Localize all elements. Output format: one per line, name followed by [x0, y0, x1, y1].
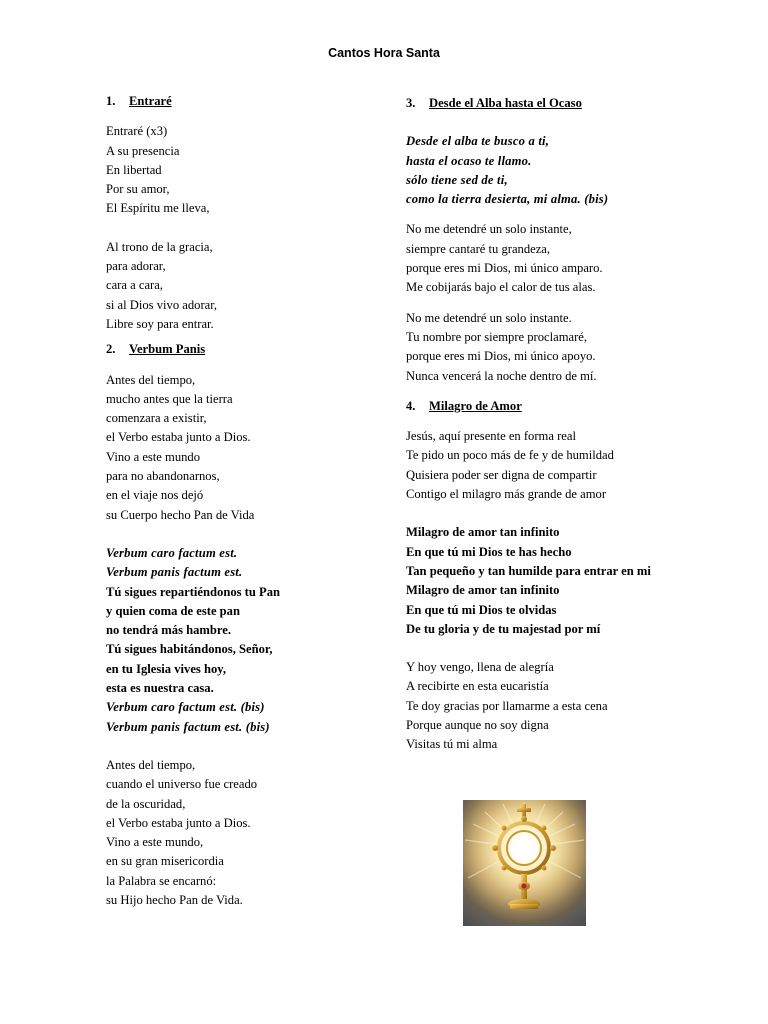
lyric-line: cuando el universo fue creado	[106, 777, 258, 792]
stanza	[406, 427, 668, 504]
lyric-line: Antes del tiempo,	[106, 372, 196, 387]
lyric-line: porque eres mi Dios, mi único apoyo.	[406, 349, 596, 364]
song-heading-entrare	[106, 92, 376, 111]
song-number: 1.	[106, 94, 116, 108]
song-heading-milagro-de-amor	[406, 397, 668, 416]
lyric-line: Libre soy para entrar.	[106, 316, 214, 331]
lyric-line: porque eres mi Dios, mi único amparo.	[406, 261, 603, 276]
lyric-line: en el viaje nos dejó	[106, 488, 204, 503]
right-column	[406, 94, 668, 755]
lyric-line: el Verbo estaba junto a Dios.	[106, 815, 251, 830]
lyric-line: esta es nuestra casa.	[106, 681, 214, 696]
song-number: 3.	[406, 96, 416, 110]
lyric-line: hasta el ocaso te llamo.	[406, 153, 532, 168]
lyric-line: Jesús, aquí presente en forma real	[406, 429, 576, 444]
lyric-line: su Cuerpo hecho Pan de Vida	[106, 507, 255, 522]
lyric-line: Verbum panis factum est. (bis)	[106, 719, 270, 734]
monstrance-icon	[463, 800, 586, 926]
lyric-line: como la tierra desierta, mi alma. (bis)	[406, 192, 609, 207]
lyric-line: Quisiera poder ser digna de compartir	[406, 467, 597, 482]
lyric-line: A recibirte en esta eucaristía	[406, 679, 549, 694]
song-heading-desde-el-alba	[406, 94, 668, 113]
lyric-line: De tu gloria y de tu majestad por mí	[406, 621, 601, 636]
lyric-line: El Espíritu me lleva,	[106, 201, 210, 216]
stanza	[406, 309, 668, 386]
lyric-line: de la oscuridad,	[106, 796, 186, 811]
lyric-line: Verbum caro factum est.	[106, 545, 238, 560]
monstrance-image	[463, 800, 586, 926]
lyric-line: Nunca vencerá la noche dentro de mí.	[406, 368, 597, 383]
stanza	[106, 371, 376, 525]
song-title: Desde el Alba hasta el Ocaso	[429, 96, 582, 110]
lyric-line: Me cobijarás bajo el calor de tus alas.	[406, 280, 596, 295]
stanza-chorus	[406, 132, 668, 209]
left-column	[106, 92, 376, 910]
lyric-line: para adorar,	[106, 259, 166, 274]
page-title: Cantos Hora Santa	[328, 46, 440, 60]
lyric-line: Entraré (x3)	[106, 124, 168, 139]
lyric-line: en tu Iglesia vives hoy,	[106, 661, 227, 676]
lyric-line: Vino a este mundo,	[106, 835, 204, 850]
lyric-line: su Hijo hecho Pan de Vida.	[106, 892, 243, 907]
lyric-line: En que tú mi Dios te has hecho	[406, 544, 572, 559]
lyric-line: sólo tiene sed de ti,	[406, 172, 508, 187]
lyric-line: En libertad	[106, 162, 162, 177]
lyric-line: Vino a este mundo	[106, 449, 201, 464]
lyric-line: cara a cara,	[106, 278, 163, 293]
song-number: 2.	[106, 342, 116, 357]
lyric-line: Porque aunque no soy digna	[406, 718, 549, 733]
lyric-line: No me detendré un solo instante.	[406, 310, 572, 325]
lyric-line: Tu nombre por siempre proclamaré,	[406, 329, 588, 344]
lyric-line: Al trono de la gracia,	[106, 239, 213, 254]
lyric-line: mucho antes que la tierra	[106, 391, 233, 406]
stanza	[406, 658, 668, 754]
lyric-line: el Verbo estaba junto a Dios.	[106, 430, 251, 445]
stanza	[106, 756, 376, 910]
lyric-line: En que tú mi Dios te olvidas	[406, 602, 557, 617]
lyric-line: Te doy gracias por llamarme a esta cena	[406, 698, 608, 713]
lyric-line: la Palabra se encarnó:	[106, 873, 217, 888]
stanza	[106, 122, 376, 218]
lyric-line: Verbum caro factum est. (bis)	[106, 700, 265, 715]
lyric-line: Tú sigues habitándonos, Señor,	[106, 642, 273, 657]
song-number: 4.	[406, 398, 416, 413]
lyric-line: comenzara a existir,	[106, 411, 207, 426]
lyric-line: Y hoy vengo, llena de alegría	[406, 660, 554, 675]
lyric-line: siempre cantaré tu grandeza,	[406, 241, 551, 256]
lyric-line: Milagro de amor tan infinito	[406, 583, 560, 598]
stanza-chorus	[406, 523, 668, 639]
lyric-line: Milagro de amor tan infinito	[406, 525, 560, 540]
lyric-line: Antes del tiempo,	[106, 757, 196, 772]
lyric-line: si al Dios vivo adorar,	[106, 297, 218, 312]
lyric-line: Tan pequeño y tan humilde para entrar en mi	[406, 563, 651, 578]
lyric-line: Verbum panis factum est.	[106, 565, 243, 580]
lyric-line: Por su amor,	[106, 182, 170, 197]
lyric-line: Tú sigues repartiéndonos tu Pan	[106, 584, 281, 599]
lyric-line: no tendrá más hambre.	[106, 623, 232, 638]
song-title: Entraré	[129, 94, 172, 108]
lyric-line: Desde el alba te busco a ti,	[406, 134, 550, 149]
stanza	[106, 238, 376, 334]
lyric-line: para no abandonarnos,	[106, 469, 220, 484]
lyric-line: y quien coma de este pan	[106, 603, 240, 618]
lyric-line: Visitas tú mi alma	[406, 737, 498, 752]
song-title: Verbum Panis	[129, 342, 206, 357]
song-title: Milagro de Amor	[429, 398, 522, 413]
stanza	[406, 220, 668, 297]
lyric-line: Te pido un poco más de fe y de humildad	[406, 448, 614, 463]
stanza-chorus	[106, 544, 376, 737]
lyric-line: No me detendré un solo instante,	[406, 222, 572, 237]
lyric-line: en su gran misericordia	[106, 854, 224, 869]
lyric-line: A su presencia	[106, 143, 180, 158]
lyric-line: Contigo el milagro más grande de amor	[406, 487, 607, 502]
song-heading-verbum-panis	[106, 340, 376, 359]
